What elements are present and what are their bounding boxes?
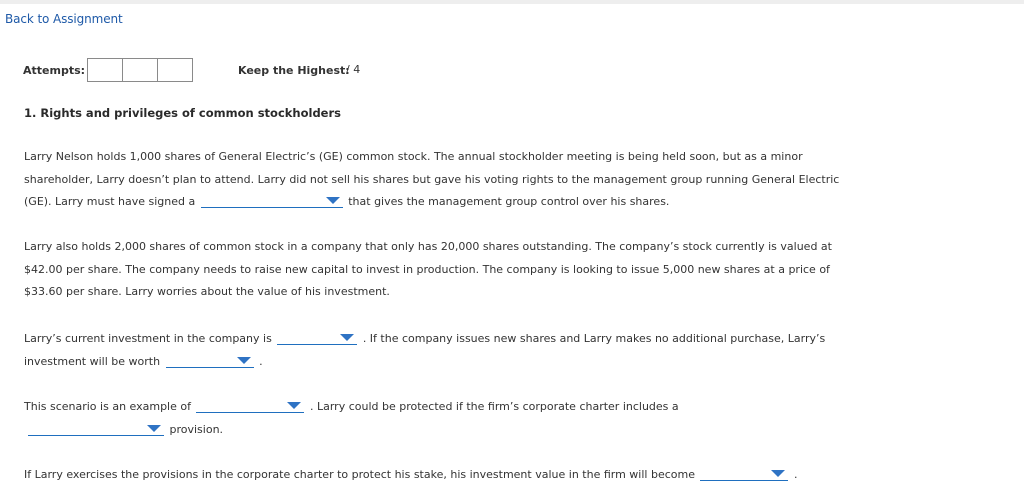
paragraph-line — [24, 328, 825, 351]
text-after-dropdown: . — [793, 468, 798, 481]
current-investment-dropdown[interactable] — [277, 330, 357, 345]
paragraph-investment — [24, 236, 832, 304]
attempts-label: Attempts: — [23, 64, 86, 77]
chevron-down-icon — [287, 402, 301, 409]
top-border — [0, 0, 1024, 4]
paragraph-line — [24, 191, 839, 214]
text-before-dropdown: investment will be worth — [24, 354, 161, 368]
paragraph-line: $33.60 per share. Larry worries about the value of his investment. — [24, 285, 390, 298]
attempt-box-2 — [122, 58, 158, 82]
text-after-dropdown: . Larry could be protected if the firm’s corporate charter includes a — [309, 400, 679, 413]
text-before-dropdown: Larry’s current investment in the company is — [24, 332, 272, 345]
attempt-box-3 — [157, 58, 193, 82]
chevron-down-icon — [340, 334, 354, 341]
paragraph-line: Larry Nelson holds 1,000 shares of General Electric’s (GE) common stock. The annual stockholder meeting is being held soon, but as a minor — [24, 150, 803, 163]
chevron-down-icon — [771, 470, 785, 477]
paragraph-line — [24, 351, 825, 374]
paragraph-investment-value — [24, 328, 825, 373]
paragraph-scenario — [24, 396, 679, 441]
chevron-down-icon — [147, 425, 161, 432]
attempts-boxes — [87, 58, 192, 82]
chevron-down-icon — [237, 357, 251, 364]
chevron-down-icon — [326, 197, 340, 204]
back-to-assignment-link[interactable]: Back to Assignment — [5, 12, 123, 26]
provision-dropdown[interactable] — [28, 421, 164, 436]
paragraph-line — [24, 419, 679, 442]
paragraph-line: Larry also holds 2,000 shares of common stock in a company that only has 20,000 shares outstanding. The company’s stock currently is valued at — [24, 240, 832, 253]
paragraph-line — [24, 464, 797, 487]
keep-highest-value: / 4 — [346, 63, 361, 76]
text-before-dropdown: This scenario is an example of — [24, 400, 191, 413]
paragraph-protection — [24, 464, 797, 487]
text-after-dropdown: provision. — [169, 422, 224, 436]
attempt-box-1 — [87, 58, 123, 82]
question-title: 1. Rights and privileges of common stockholders — [24, 106, 341, 120]
protected-value-dropdown[interactable] — [700, 466, 788, 481]
paragraph-line — [24, 396, 679, 419]
text-before-dropdown: If Larry exercises the provisions in the corporate charter to protect his stake, his investment value in the firm will become — [24, 468, 695, 481]
proxy-dropdown[interactable] — [201, 193, 343, 208]
paragraph-proxy — [24, 146, 839, 214]
scenario-dropdown[interactable] — [196, 398, 304, 413]
text-after-dropdown: . — [259, 354, 263, 368]
text-after-dropdown: that gives the management group control over his shares. — [348, 195, 670, 208]
investment-after-dropdown[interactable] — [166, 353, 254, 368]
paragraph-line: $42.00 per share. The company needs to raise new capital to invest in production. The company is looking to issue 5,000 new shares at a price of — [24, 262, 830, 276]
paragraph-line: shareholder, Larry doesn’t plan to attend. Larry did not sell his shares but gave his voting rights to the management group running General Electric — [24, 172, 840, 186]
text-after-dropdown: . If the company issues new shares and Larry makes no additional purchase, Larry’s — [362, 332, 826, 345]
keep-highest-label: Keep the Highest: — [238, 64, 350, 77]
text-before-dropdown: (GE). Larry must have signed a — [24, 195, 196, 208]
